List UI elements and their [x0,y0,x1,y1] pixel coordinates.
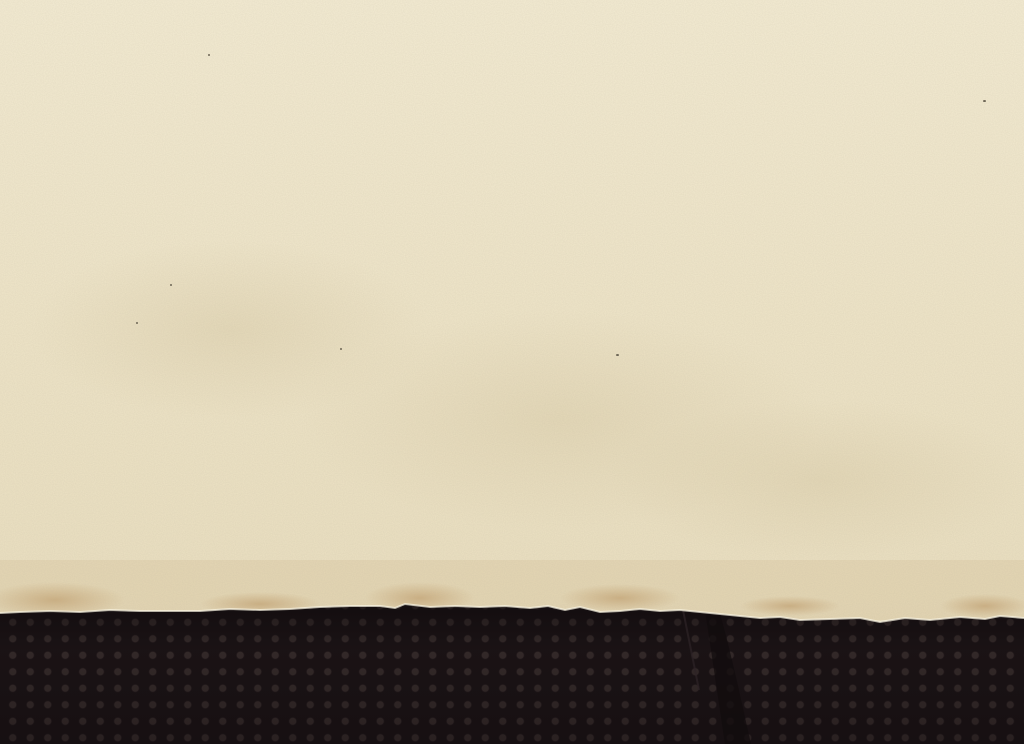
paper-speck [136,322,138,324]
paper-speck [170,284,172,286]
paper-speck [340,348,342,350]
paper-speck [616,354,619,356]
paper-speck [983,100,986,102]
paper-speck [208,54,210,56]
